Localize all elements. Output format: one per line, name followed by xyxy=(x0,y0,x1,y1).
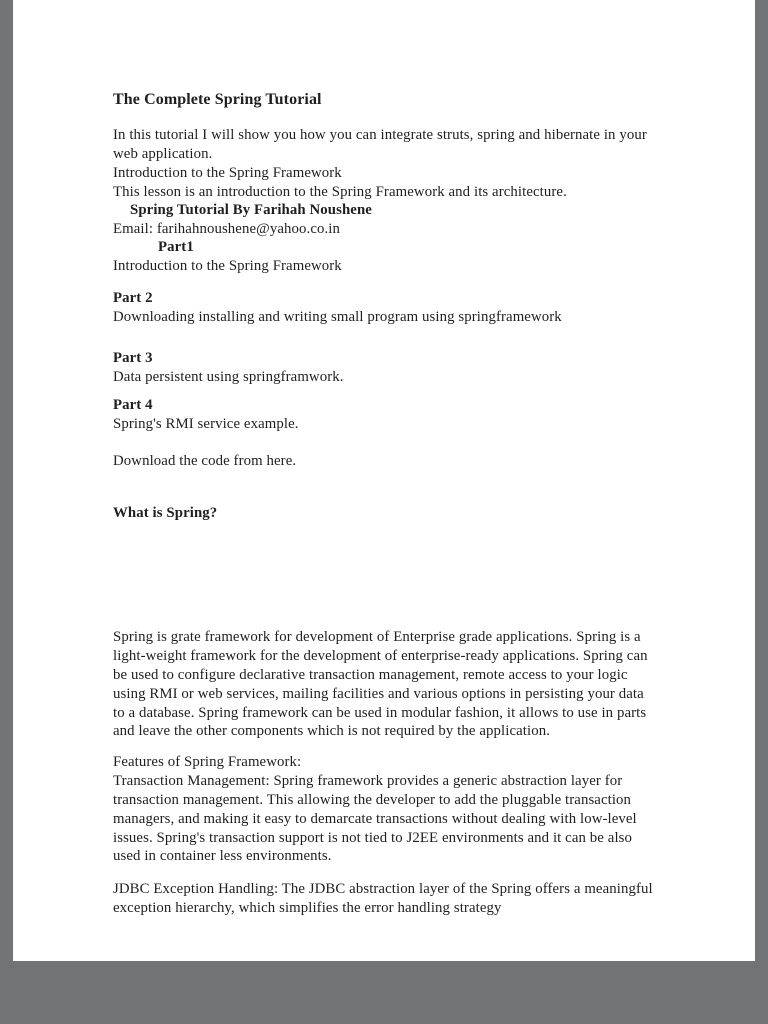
text-line: In this tutorial I will show you how you can integrate struts, spring and hibernate in your xyxy=(113,127,647,143)
text-line: Transaction Management: Spring framework provides a generic abstraction layer for xyxy=(113,772,623,789)
text-line: issues. Spring's transaction support is not tied to J2EE environments and it can be also xyxy=(113,829,633,846)
intro-paragraph xyxy=(113,126,647,202)
part3-body: Data persistent using springframwork. xyxy=(113,369,344,385)
part2-heading: Part 2 xyxy=(113,290,153,306)
text-line: using RMI or web services, mailing facilities and various options in persisting your data xyxy=(113,685,644,702)
text-line: Spring is grate framework for development of Enterprise grade applications. Spring is a xyxy=(113,629,641,645)
text-line: transaction management. This allowing the developer to add the pluggable transaction xyxy=(113,791,632,808)
jdbc-paragraph xyxy=(113,880,653,918)
download-line: Download the code from here. xyxy=(113,453,297,469)
author-line: Spring Tutorial By Farihah Noushene xyxy=(130,202,372,218)
document-title: The Complete Spring Tutorial xyxy=(113,91,322,108)
text-line: used in container less environments. xyxy=(113,848,332,865)
text-line: and leave the other components which is not required by the application. xyxy=(113,723,551,740)
text-line: Features of Spring Framework: xyxy=(113,754,302,770)
text-line: web application. xyxy=(113,145,213,162)
part3-heading: Part 3 xyxy=(113,350,153,366)
text-line: Introduction to the Spring Framework xyxy=(113,164,342,181)
text-line: be used to configure declarative transaction management, remote access to your logic xyxy=(113,666,628,683)
part1-heading: Part1 xyxy=(158,239,194,255)
spring-overview-paragraph xyxy=(113,628,648,741)
text-line: to a database. Spring framework can be used in modular fashion, it allows to use in parts xyxy=(113,704,647,721)
text-line: JDBC Exception Handling: The JDBC abstraction layer of the Spring offers a meaningful xyxy=(113,881,653,897)
part4-body: Spring's RMI service example. xyxy=(113,416,299,432)
what-is-spring-heading: What is Spring? xyxy=(113,505,218,521)
text-line: exception hierarchy, which simplifies the error handling strategy xyxy=(113,899,502,916)
part4-heading: Part 4 xyxy=(113,397,153,413)
features-paragraph xyxy=(113,753,637,866)
text-line: managers, and making it easy to demarcate transactions without dealing with low-level xyxy=(113,810,637,827)
part2-body: Downloading installing and writing small program using springframework xyxy=(113,309,562,325)
part1-body: Introduction to the Spring Framework xyxy=(113,258,342,274)
text-line: light-weight framework for the development of enterprise-ready applications. Spring can xyxy=(113,647,648,664)
text-line: This lesson is an introduction to the Spring Framework and its architecture. xyxy=(113,183,567,200)
email-line: Email: farihahnoushene@yahoo.co.in xyxy=(113,221,340,237)
